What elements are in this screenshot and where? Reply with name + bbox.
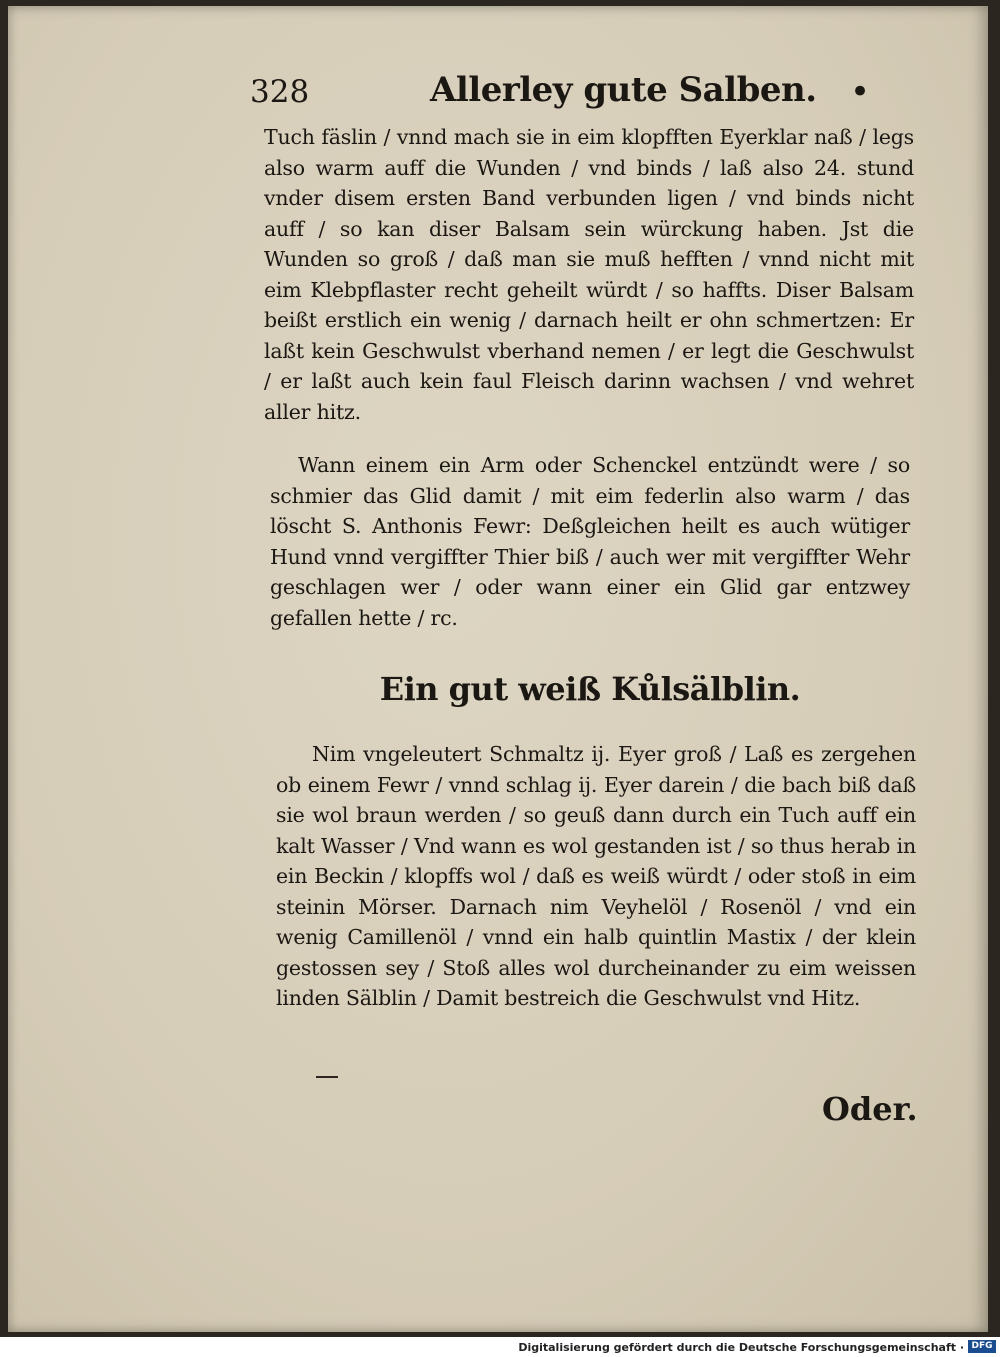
dfg-logo-icon: DFG xyxy=(968,1340,996,1353)
recipe-paragraph: Nim vngeleutert Schmaltz ij. Eyer groß / Laß es zergehen ob einem Fewr / vnnd schlag ij. Eyer darein / die bach biß daß sie wol braun werden / so geuß dann durch ein Tuch auff ein kalt Wasser / Vnd wann es wol gestanden ist / so thus herab in ein Beckin / klopffs wol / daß es weiß würdt / oder stoß in eim steinin Mörser. Darnach nim Veyhelöl / Rosenöl / vnd ein wenig Camillenöl / vnnd ein halb quintlin Mastix / der klein gestossen sey / Stoß alles wol durcheinander zu eim weissen linden Sälblin / Damit bestreich die Geschwulst vnd Hitz. xyxy=(276,742,916,1010)
body-paragraph-1: Tuch fäslin / vnnd mach sie in eim klopfften Eyerklar naß / legs also warm auff die Wunden / vnd binds / laß also 24. stund vnder disem ersten Band verbunden ligen / vnd binds nicht auff / so kan diser Balsam sein würckung haben. Jst die Wunden so groß / daß man sie muß hefften / vnnd nicht mit eim Klebpflaster recht geheilt würdt / so haffts. Diser Balsam beißt erstlich ein wenig / darnach heilt er ohn schmertzen: Er laßt kein Geschwulst vberhand nemen / er legt die Geschwulst / er laßt auch kein faul Fleisch darinn wachsen / vnd wehret aller hitz. xyxy=(264,125,914,424)
body-paragraph-2: Wann einem ein Arm oder Schenckel entzündt were / so schmier das Glid damit / mit eim federlin also warm / das löscht S. Anthonis Fewr: Deßgleichen heilt es auch wütiger Hund vnnd vergiffter Thier biß / auch wer mit vergiffter Wehr geschlagen wer / oder wann einer ein Glid gar entzwey gefallen hette / rc. xyxy=(270,453,910,630)
page-number: 328 xyxy=(250,74,310,110)
running-title: Allerley gute Salben. xyxy=(430,70,817,110)
header-ornament: • xyxy=(850,72,871,112)
page-header xyxy=(250,68,870,122)
printer-dash-mark xyxy=(316,1076,338,1078)
funding-credit: Digitalisierung gefördert durch die Deutsche Forschungsgemeinschaft · xyxy=(518,1341,964,1354)
catchword: Oder. xyxy=(822,1090,918,1128)
section-heading: Ein gut weiß Kůlsälblin. xyxy=(379,670,801,708)
book-page xyxy=(8,6,988,1332)
funding-footer xyxy=(0,1337,1000,1357)
